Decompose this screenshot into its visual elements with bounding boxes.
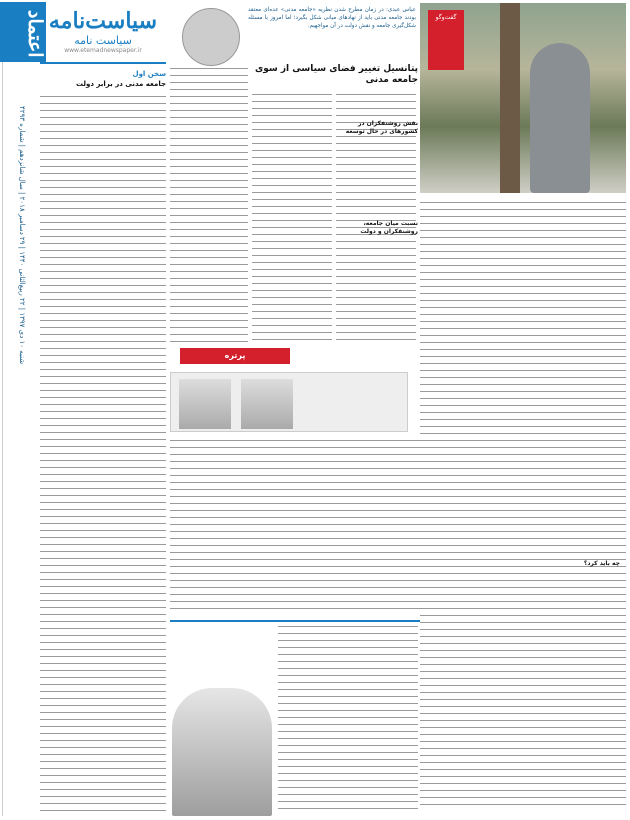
section-subtitle: سیاست نامه [74,34,132,47]
author-photo [172,688,272,816]
bottom-body [278,624,418,814]
body-col-4 [170,66,248,346]
left-column-body [40,94,166,816]
person-shape [530,43,590,193]
newspaper-logo: اعتماد [0,2,46,62]
sub-headline: نسبت میان جامعه، روشنفکران و دولت [360,220,418,235]
main-headline: پتانسیل تغییر فضای سیاسی از سوی جامعه مدنی [254,64,418,85]
portrait-photo [179,379,231,429]
column-subtitle: جامعه مدنی در برابر دولت [75,80,166,88]
section-title: سیاست‌نامه [48,8,158,34]
body-col-1 [420,200,626,810]
column-title: سخن اول [132,70,166,78]
interview-badge: گفت‌وگو [428,10,464,70]
tree-shape [500,3,520,193]
sub-headline: چه باید کرد؟ [583,560,620,567]
portrait-photo [241,379,293,429]
mid-body [170,438,420,614]
portrait-label: پرتره [180,348,290,364]
issue-line: شنبه ۱۰ دی ۱۳۹۷ | ۲۲ ربیع‌الثانی ۱۴۴۰ | ۲۹ دسامبر ۲۰۱۸ | سال شانزدهم | شماره ۴۲۹۳ [18,105,26,364]
top-quote: عباس عبدی: در زمان مطرح شدن نظریه «جامعه مدنی» عده‌ای معتقد بودند جامعه مدنی باید از نهادهای میانی شکل بگیرد؛ اما امروز با مسئله شکل‌گیری جامعه و نقش دولت در آن مواجهیم. [248,7,416,29]
author-portrait [182,8,240,66]
sub-headline: نقش روشنفکران در کشورهای در حال توسعه [345,120,418,135]
mid-photo-box [170,372,408,432]
section-header [40,8,166,64]
section-website: www.etemadnewspaper.ir [64,47,142,54]
body-col-3 [252,92,332,346]
